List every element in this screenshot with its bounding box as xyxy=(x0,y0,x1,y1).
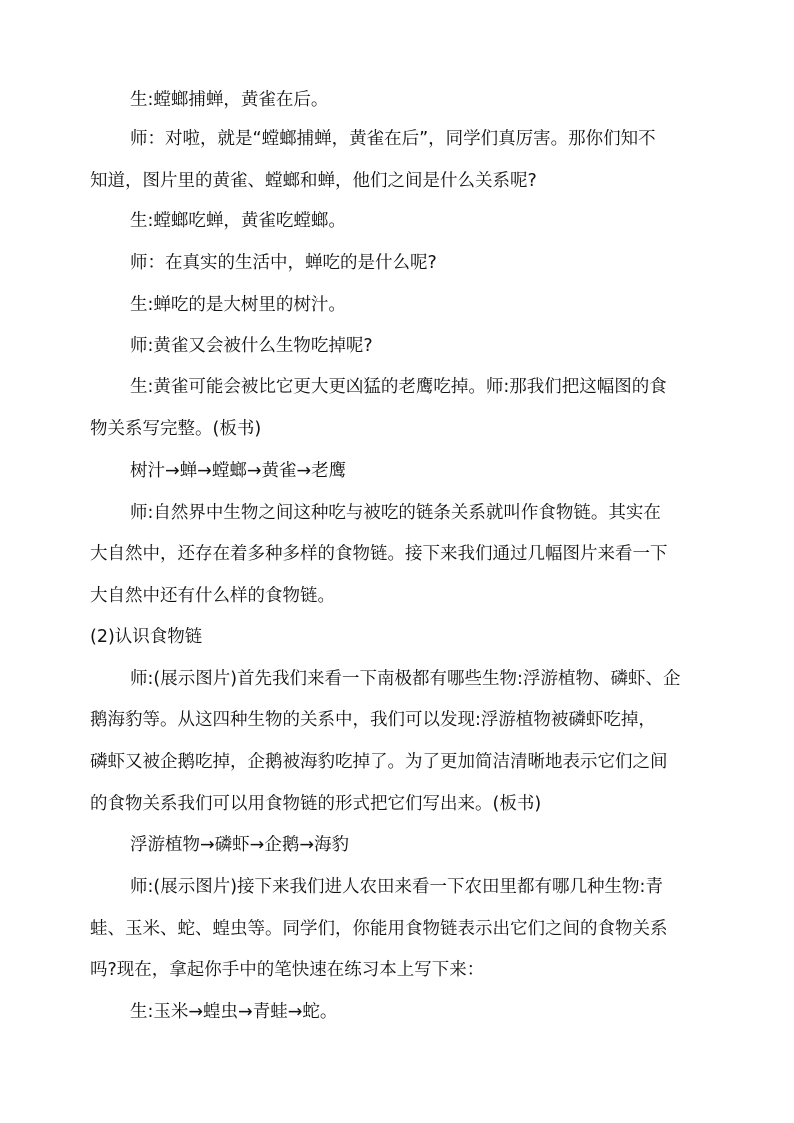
dialogue-line-continuation: 大自然中还有什么样的食物链。 xyxy=(90,586,335,606)
dialogue-line-continuation: 蛙、玉米、蛇、蝗虫等。同学们，你能用食物链表示出它们之间的食物关系 xyxy=(90,919,668,939)
dialogue-line-continuation: 知道，图片里的黄雀、螳螂和蝉，他们之间是什么关系呢? xyxy=(90,171,537,191)
section-heading: (2)认识食物链 xyxy=(90,627,203,647)
dialogue-line: 师：在真实的生活中，蝉吃的是什么呢? xyxy=(130,253,437,273)
dialogue-line-continuation: 物关系写完整。(板书) xyxy=(90,419,262,439)
dialogue-line-continuation: 的食物关系我们可以用食物链的形式把它们写出来。(板书) xyxy=(90,794,542,814)
dialogue-line: 师:(展示图片)接下来我们进人农田来看一下农田里都有哪几种生物:青 xyxy=(130,877,663,897)
dialogue-line: 师:黄雀又会被什么生物吃掉呢? xyxy=(130,336,373,356)
dialogue-line: 生:螳螂捕蝉，黄雀在后。 xyxy=(130,90,329,110)
dialogue-line: 师:(展示图片)首先我们来看一下南极都有哪些生物:浮游植物、磷虾、企 xyxy=(130,669,681,689)
dialogue-line: 生:玉米→蝗虫→青蛙→蛇。 xyxy=(130,1002,338,1022)
dialogue-line: 师:自然界中生物之间这种吃与被吃的链条关系就叫作食物链。其实在 xyxy=(130,503,661,523)
dialogue-line-continuation: 大自然中，还存在着多种多样的食物链。接下来我们通过几幅图片来看一下 xyxy=(90,544,668,564)
dialogue-line: 生:蝉吃的是大树里的树汁。 xyxy=(130,295,346,315)
food-chain-line: 树汁→蝉→螳螂→黄雀→老鹰 xyxy=(130,461,347,481)
dialogue-line-continuation: 磷虾又被企鹅吃掉，企鹅被海豹吃掉了。为了更加简洁清晰地表示它们之间 xyxy=(90,752,668,772)
dialogue-line: 生:黄雀可能会被比它更大更凶猛的老鹰吃掉。师:那我们把这幅图的食 xyxy=(130,377,667,397)
food-chain-line: 浮游植物→磷虾→企鹅→海豹 xyxy=(130,835,349,855)
dialogue-line-continuation: 吗?现在，拿起你手中的笔快速在练习本上写下来： xyxy=(90,960,485,980)
dialogue-line-continuation: 鹅海豹等。从这四种生物的关系中，我们可以发现:浮游植物被磷虾吃掉， xyxy=(90,710,656,730)
dialogue-line: 师：对啦，就是“螳螂捕蝉，黄雀在后”，同学们真厉害。那你们知不 xyxy=(130,129,656,149)
dialogue-line: 生:螳螂吃蝉，黄雀吃螳螂。 xyxy=(130,211,346,231)
